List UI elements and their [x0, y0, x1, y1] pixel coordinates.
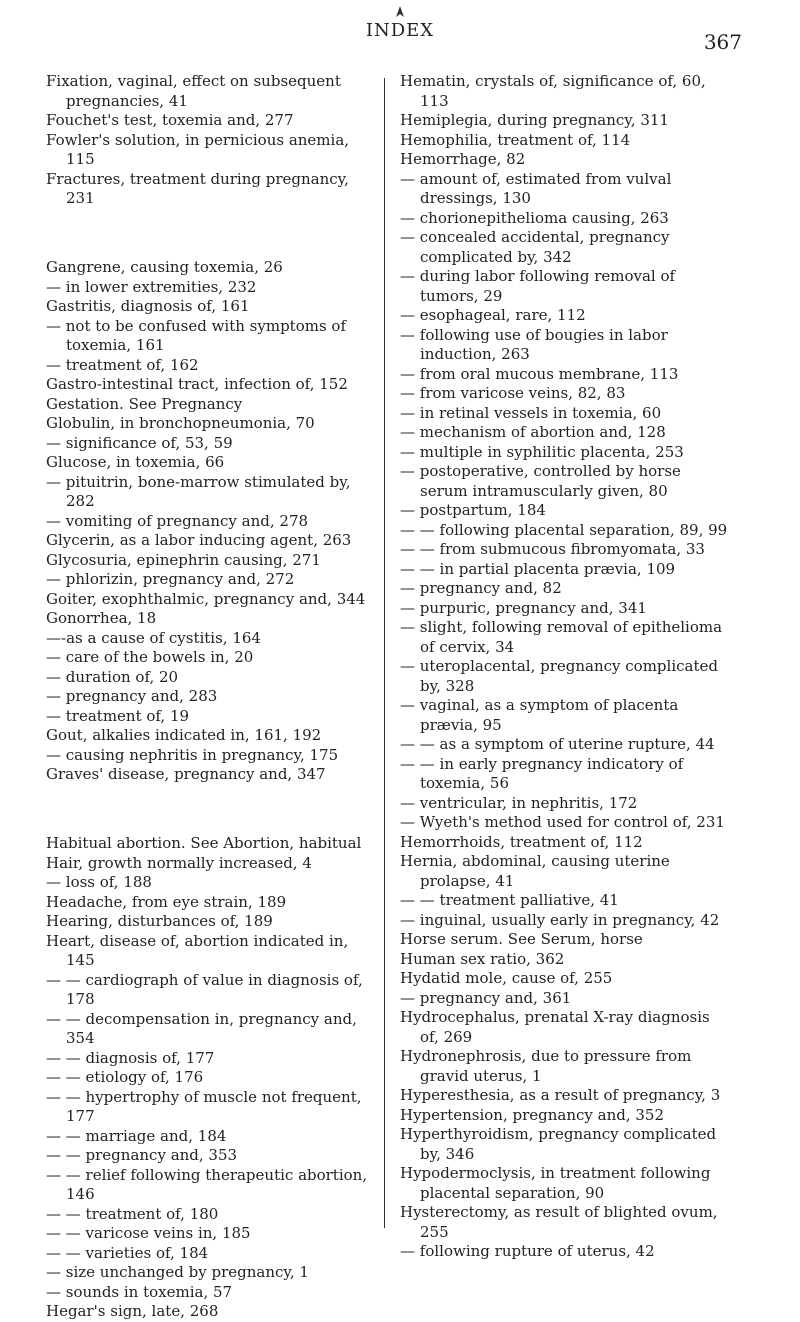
- index-entry: — ventricular, in nephritis, 172: [400, 793, 638, 812]
- index-entry: — vaginal, as a symptom of placenta prævia, 95: [400, 696, 679, 734]
- index-entry: — — marriage and, 184: [46, 1126, 227, 1145]
- index-entry: Fixation, vaginal, effect on subsequent pregnancies, 41: [46, 72, 341, 110]
- index-entry: Hyperthyroidism, pregnancy complicated by, 346: [400, 1125, 717, 1163]
- index-entry: Glucose, in toxemia, 66: [46, 453, 225, 471]
- page-number: 367: [703, 30, 742, 54]
- index-entry: Headache, from eye strain, 189: [46, 892, 287, 911]
- index-entry: — care of the bowels in, 20: [46, 648, 254, 666]
- index-entry: Graves' disease, pregnancy and, 347: [46, 765, 326, 783]
- index-entry: Hydrocephalus, prenatal X-ray diagnosis of, 269: [400, 1008, 710, 1046]
- column-divider: [384, 78, 385, 1228]
- index-entry: Fowler's solution, in pernicious anemia, 115: [46, 130, 350, 168]
- index-entry: Hemiplegia, during pregnancy, 311: [400, 111, 669, 129]
- index-entry: Human sex ratio, 362: [400, 949, 565, 968]
- index-entry: — during labor following removal of tumors, 29: [400, 267, 676, 305]
- index-entry: — inguinal, usually early in pregnancy, 42: [400, 910, 720, 929]
- index-entry: — phlorizin, pregnancy and, 272: [46, 570, 295, 588]
- index-entry: Hysterectomy, as result of blighted ovum, 255: [400, 1203, 718, 1241]
- index-entry: — — relief following therapeutic abortion, 146: [46, 1165, 368, 1203]
- index-entry: — vomiting of pregnancy and, 278: [46, 511, 309, 530]
- index-entry: — — treatment palliative, 41: [400, 891, 619, 909]
- index-entry: Hair, growth normally increased, 4: [46, 853, 312, 872]
- index-entry: Hemorrhoids, treatment of, 112: [400, 832, 643, 851]
- index-entry: — sounds in toxemia, 57: [46, 1282, 233, 1301]
- index-entry: Hernia, abdominal, causing uterine prolapse, 41: [400, 852, 670, 890]
- index-entry: — pregnancy and, 283: [46, 687, 218, 705]
- index-entry: Horse serum. See Serum, horse: [400, 930, 643, 948]
- index-entry: Gastro-intestinal tract, infection of, 152: [46, 375, 348, 393]
- index-entry: — multiple in syphilitic placenta, 253: [400, 442, 684, 461]
- index-entry: Fractures, treatment during pregnancy, 231: [46, 169, 349, 207]
- index-entry: — — in partial placenta prævia, 109: [400, 559, 676, 578]
- index-entry: — — etiology of, 176: [46, 1068, 204, 1086]
- index-entry: — — decompensation in, pregnancy and, 354: [46, 1009, 357, 1047]
- section-gap: [46, 224, 378, 244]
- index-entry: — following use of bougies in labor induction, 263: [400, 325, 668, 363]
- index-entry: Hemorrhage, 82: [400, 150, 526, 168]
- index-entry: — loss of, 188: [46, 873, 152, 891]
- index-entry: Hyperesthesia, as a result of pregnancy, 3: [400, 1086, 721, 1104]
- index-entry: Gangrene, causing toxemia, 26: [46, 258, 283, 276]
- left-column: [46, 72, 378, 1322]
- index-entry: — slight, following removal of epithelioma of cervix, 34: [400, 618, 723, 656]
- index-entry: — — treatment of, 180: [46, 1204, 219, 1223]
- index-entry: — postpartum, 184: [400, 501, 546, 519]
- index-entry: — treatment of, 162: [46, 355, 199, 374]
- index-entry: Heart, disease of, abortion indicated in, 145: [46, 931, 349, 969]
- index-entry: Hegar's sign, late, 268: [46, 1302, 219, 1320]
- index-entry: — from varicose veins, 82, 83: [400, 384, 626, 402]
- index-entry: — in retinal vessels in toxemia, 60: [400, 403, 662, 422]
- index-entry: — duration of, 20: [46, 667, 179, 686]
- index-entry: Hematin, crystals of, significance of, 60, 113: [400, 72, 706, 110]
- index-entry: — pregnancy and, 361: [400, 988, 572, 1007]
- index-entry: — in lower extremities, 232: [46, 277, 257, 296]
- printer-mark-icon: [395, 6, 405, 18]
- page-title: INDEX: [365, 20, 435, 41]
- index-entry: — chorionepithelioma causing, 263: [400, 208, 669, 227]
- index-entry: Habitual abortion. See Abortion, habitual: [46, 834, 362, 852]
- index-entry: — mechanism of abortion and, 128: [400, 423, 666, 441]
- index-entry: — pregnancy and, 82: [400, 579, 562, 597]
- index-entry: —-as a cause of cystitis, 164: [46, 628, 261, 647]
- index-entry: — pituitrin, bone-marrow stimulated by, 282: [46, 472, 351, 510]
- index-entry: — — pregnancy and, 353: [46, 1146, 238, 1164]
- index-entry: Goiter, exophthalmic, pregnancy and, 344: [46, 589, 366, 608]
- index-entry: — — diagnosis of, 177: [46, 1048, 215, 1067]
- index-entry: Gonorrhea, 18: [46, 609, 157, 627]
- index-entry: Glycerin, as a labor inducing agent, 263: [46, 531, 352, 549]
- index-entry: — uteroplacental, pregnancy complicated by, 328: [400, 657, 718, 695]
- index-entry: — Wyeth's method used for control of, 231: [400, 813, 725, 831]
- index-entry: — — following placental separation, 89, 99: [400, 520, 728, 539]
- index-entry: Gout, alkalies indicated in, 161, 192: [46, 726, 322, 744]
- index-entry: — not to be confused with symptoms of toxemia, 161: [46, 316, 346, 354]
- index-entry: Hemophilia, treatment of, 114: [400, 130, 631, 149]
- index-entry: — significance of, 53, 59: [46, 433, 233, 452]
- index-entry: — esophageal, rare, 112: [400, 306, 586, 324]
- index-entry: — — from submucous fibromyomata, 33: [400, 540, 705, 558]
- index-entry: Glycosuria, epinephrin causing, 271: [46, 550, 321, 569]
- index-entry: Gastritis, diagnosis of, 161: [46, 297, 250, 315]
- index-entry: — — varieties of, 184: [46, 1243, 209, 1262]
- index-entry: Hypodermoclysis, in treatment following placental separation, 90: [400, 1164, 711, 1202]
- index-entry: — treatment of, 19: [46, 706, 190, 725]
- index-entry: Fouchet's test, toxemia and, 277: [46, 111, 294, 129]
- index-entry: — causing nephritis in pregnancy, 175: [46, 745, 339, 764]
- index-entry: — from oral mucous membrane, 113: [400, 364, 679, 383]
- index-entry: Gestation. See Pregnancy: [46, 394, 243, 413]
- index-entry: — — varicose veins in, 185: [46, 1224, 251, 1242]
- section-gap: [46, 800, 378, 820]
- index-entry: — — cardiograph of value in diagnosis of, 178: [46, 970, 363, 1008]
- index-entry: Hypertension, pregnancy and, 352: [400, 1105, 665, 1124]
- index-entry: Hydronephrosis, due to pressure from gravid uterus, 1: [400, 1047, 692, 1085]
- index-entry: — purpuric, pregnancy and, 341: [400, 598, 647, 617]
- index-entry: — size unchanged by pregnancy, 1: [46, 1263, 309, 1281]
- index-entry: — amount of, estimated from vulval dressings, 130: [400, 169, 672, 207]
- index-entry: — following rupture of uterus, 42: [400, 1242, 655, 1260]
- index-entry: — — as a symptom of uterine rupture, 44: [400, 735, 715, 753]
- index-entry: — postoperative, controlled by horse serum intramuscularly given, 80: [400, 462, 681, 500]
- right-column: [400, 72, 732, 1262]
- index-entry: Hydatid mole, cause of, 255: [400, 969, 613, 987]
- index-entry: — — hypertrophy of muscle not frequent, 177: [46, 1087, 362, 1125]
- index-entry: Globulin, in bronchopneumonia, 70: [46, 414, 315, 432]
- index-entry: Hearing, disturbances of, 189: [46, 912, 273, 930]
- index-entry: — — in early pregnancy indicatory of toxemia, 56: [400, 754, 684, 792]
- index-entry: — concealed accidental, pregnancy complicated by, 342: [400, 228, 670, 266]
